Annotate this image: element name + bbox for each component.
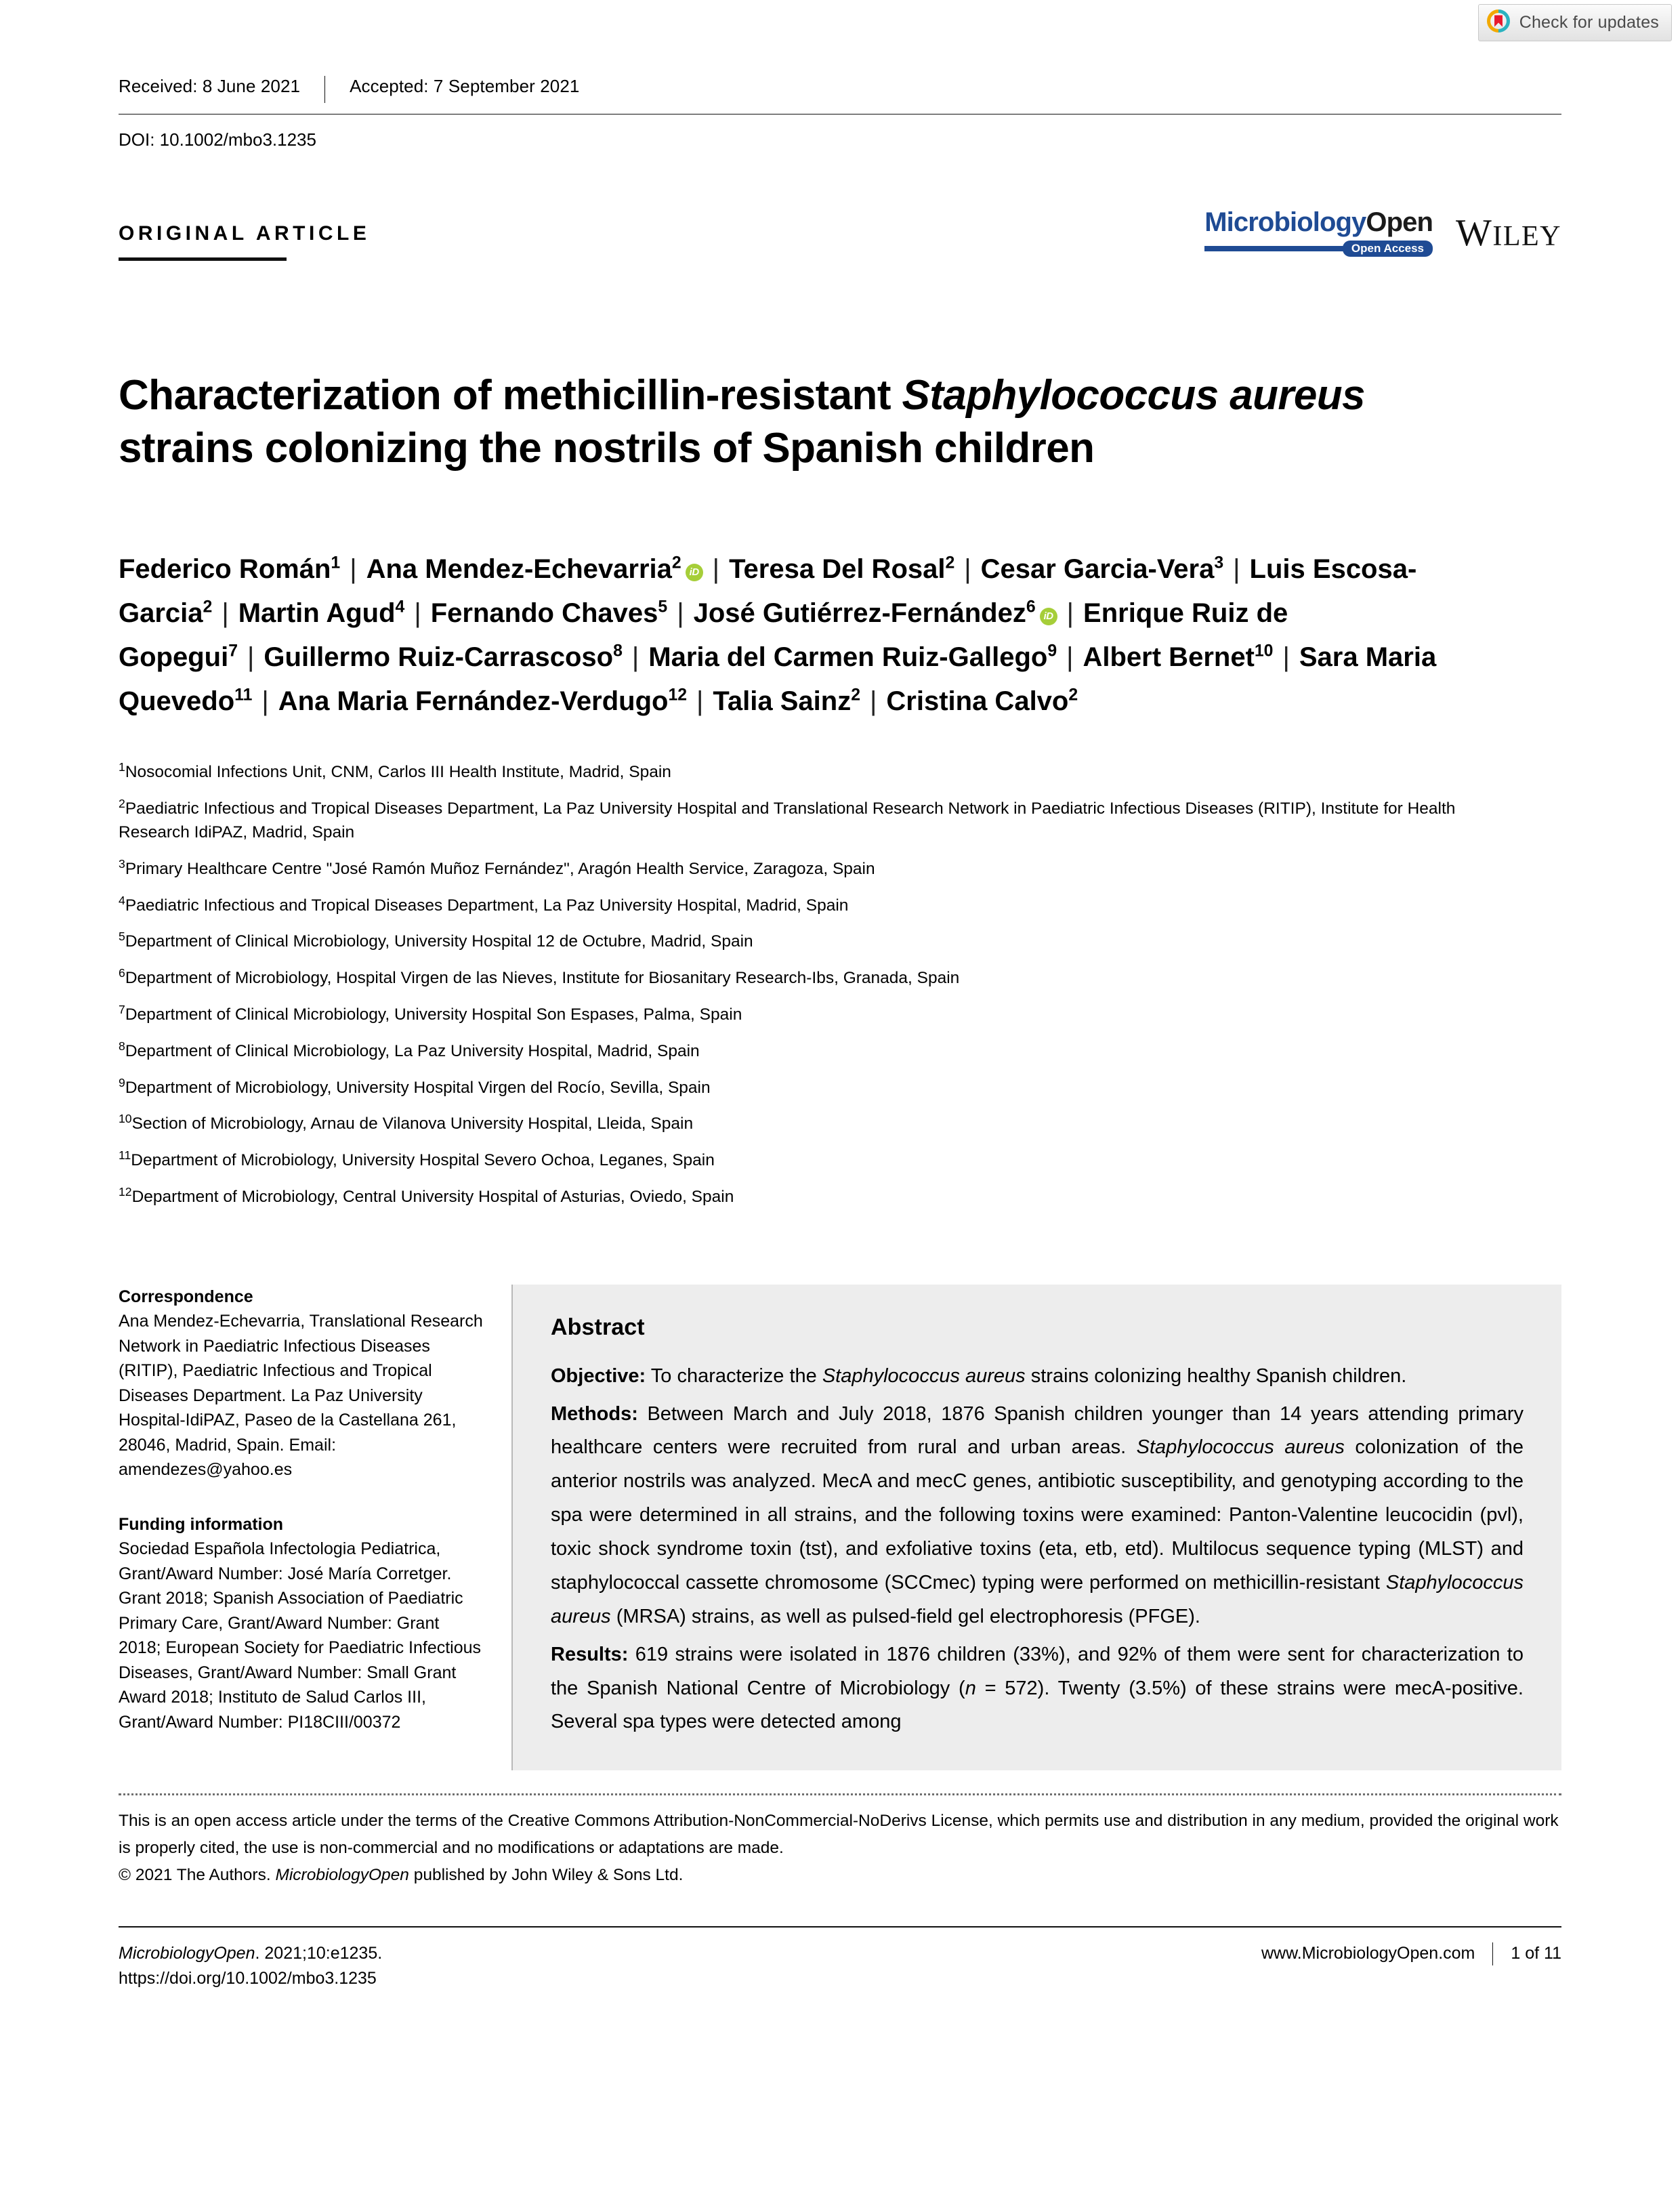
author-affiliation-marker: 2: [671, 554, 681, 572]
copyright-journal: MicrobiologyOpen: [275, 1865, 409, 1884]
affiliation-marker: 1: [119, 760, 125, 774]
affiliation-item: [119, 1186, 1494, 1209]
title-species-name: Staphylococcus aureus: [902, 371, 1365, 419]
affiliation-text: Paediatric Infectious and Tropical Diseases Department, La Paz University Hospital, Madrid, Spain: [125, 896, 849, 915]
author-name: Fernando Chaves: [430, 598, 658, 629]
funding-heading: Funding information: [119, 1514, 284, 1534]
author-name: José Gutiérrez-Fernández: [693, 598, 1026, 629]
author-separator: |: [712, 554, 720, 585]
author-entry: [264, 642, 622, 672]
author-affiliation-marker: 6: [1026, 598, 1036, 617]
affiliation-marker: 8: [119, 1039, 125, 1053]
abstract-results-n: n: [965, 1677, 976, 1699]
abstract-methods-label: Methods:: [551, 1402, 638, 1425]
footer-citation: [119, 1941, 382, 1991]
wiley-logo-rest: ILEY: [1492, 220, 1561, 252]
affiliation-item: [119, 858, 1494, 881]
author-name: Talia Sainz: [713, 686, 852, 716]
author-entry: [366, 554, 703, 584]
author-entry: [648, 642, 1057, 672]
author-affiliation-marker: 5: [658, 598, 668, 617]
author-entry: [713, 686, 860, 716]
abstract-results-text-1: 619 strains were isolated in 1876 children (33%), and 92% of them were sent for characterization to the Spanish National Centre of Microbiology (: [551, 1643, 1524, 1699]
license-text: [119, 1795, 1561, 1888]
submission-dates: [119, 0, 1561, 103]
author-affiliation-marker: 9: [1047, 642, 1057, 661]
affiliation-marker: 5: [119, 930, 125, 944]
footer-meta-divider: [1492, 1942, 1493, 1965]
correspondence-heading: Correspondence: [119, 1287, 253, 1306]
footer-meta: [1261, 1941, 1561, 1966]
affiliation-marker: 6: [119, 966, 125, 980]
accepted-date: Accepted: 7 September 2021: [350, 76, 580, 96]
author-entry: [886, 686, 1078, 716]
author-affiliation-marker: 10: [1254, 642, 1274, 661]
affiliation-marker: 4: [119, 893, 125, 907]
abstract-methods-text-3: (MRSA) strains, as well as pulsed-field gel electrophoresis (PFGE).: [610, 1605, 1200, 1627]
abstract-objective-text-1: To characterize the: [646, 1365, 822, 1387]
affiliation-item: [119, 894, 1494, 918]
author-affiliation-marker: 1: [331, 554, 341, 572]
funding-block: [119, 1512, 484, 1735]
author-name: Sara Maria Quevedo: [119, 642, 1437, 716]
abstract-panel: [513, 1285, 1561, 1771]
affiliation-marker: 12: [119, 1184, 132, 1199]
affiliation-text: Department of Microbiology, University Hospital Severo Ochoa, Leganes, Spain: [131, 1151, 715, 1170]
author-name: Cesar Garcia-Vera: [980, 554, 1215, 585]
author-name: Luis Escosa-Garcia: [119, 554, 1417, 629]
wiley-logo: [1456, 211, 1561, 255]
article-type-label: ORIGINAL ARTICLE: [119, 222, 371, 245]
abstract-methods-text-1: Between March and July 2018, 1876 Spanish children younger than 14 years attending primary healthcare centers were recruited from rural and urban areas.: [551, 1402, 1524, 1459]
affiliation-item: [119, 797, 1494, 845]
author-entry: [238, 598, 405, 628]
logo-group: [1204, 209, 1561, 261]
citation-journal: MicrobiologyOpen: [119, 1944, 255, 1963]
license-statement: This is an open access article under the terms of the Creative Commons Attribution-NonCommercial-NoDerivs License, which permits use and distribution in any medium, provided the original work is properly cited, the use is non-commercial and no modifications or adaptations are made.: [119, 1812, 1559, 1857]
open-access-badge: Open Access: [1343, 241, 1433, 257]
author-affiliation-marker: 12: [668, 686, 688, 705]
author-affiliation-marker: 2: [851, 686, 860, 705]
orcid-icon[interactable]: iD: [1040, 608, 1057, 625]
author-name: Ana Mendez-Echevarria: [366, 554, 672, 585]
affiliation-item: [119, 1112, 1494, 1136]
author-name: Ana Maria Fernández-Verdugo: [278, 686, 669, 716]
author-separator: |: [677, 598, 684, 629]
author-name: Cristina Calvo: [886, 686, 1069, 716]
affiliation-text: Paediatric Infectious and Tropical Diseases Department, La Paz University Hospital and Translational Research Network in Paediatric Infectious Diseases (RITIP), Institute for Health Research IdiPAZ, Madrid, Spain: [119, 799, 1456, 842]
author-name: Enrique Ruiz de Gopegui: [119, 598, 1288, 672]
journal-logo-bar: [1204, 246, 1344, 251]
citation-volume: . 2021;10:e1235.: [255, 1944, 383, 1963]
affiliation-marker: 3: [119, 856, 125, 871]
received-date: Received: 8 June 2021: [119, 76, 301, 96]
citation-doi-link[interactable]: https://doi.org/10.1002/mbo3.1235: [119, 1968, 377, 1988]
orcid-icon[interactable]: iD: [686, 564, 703, 581]
author-separator: |: [1066, 642, 1074, 672]
abstract-results-text-2: = 572). Twenty (3.5%) of these strains were mecA-positive. Several spa types were detected among: [551, 1677, 1524, 1733]
affiliation-marker: 9: [119, 1075, 125, 1089]
author-name: Teresa Del Rosal: [729, 554, 946, 585]
author-separator: |: [1066, 598, 1074, 629]
author-affiliation-marker: 11: [234, 686, 253, 705]
citation-line: [119, 1941, 382, 1966]
abstract-objective: [551, 1360, 1524, 1394]
affiliation-item: [119, 1149, 1494, 1173]
title-part-1: Characterization of methicillin-resistant: [119, 371, 902, 419]
doi-line[interactable]: DOI: 10.1002/mbo3.1235: [119, 129, 316, 150]
page-number: 1 of 11: [1511, 1944, 1561, 1963]
affiliation-item: [119, 1077, 1494, 1100]
affiliation-marker: 2: [119, 797, 125, 811]
abstract-heading: Abstract: [551, 1314, 645, 1340]
affiliation-item: [119, 967, 1494, 991]
author-entry: [119, 554, 340, 584]
author-separator: |: [964, 554, 971, 585]
author-name: Maria del Carmen Ruiz-Gallego: [648, 642, 1048, 672]
author-separator: |: [696, 686, 704, 716]
funding-body: Sociedad Española Infectologia Pediatrica, Grant/Award Number: José María Corretger. Grant 2018; Spanish Association of Paediatric Primary Care, Grant/Award Number: Grant 2018; European Society for Paediatric Infectious Diseases, Grant/Award Number: Small Grant Award 2018; Instituto de Salud Carlos III, Grant/Award Number: PI18CIII/00372: [119, 1539, 482, 1732]
author-separator: |: [1233, 554, 1240, 585]
author-entry: [981, 554, 1223, 584]
correspondence-column: [119, 1285, 511, 1771]
affiliation-text: Department of Clinical Microbiology, University Hospital 12 de Octubre, Madrid, Spain: [125, 932, 753, 951]
check-for-updates-label: Check for updates: [1519, 13, 1659, 32]
author-separator: |: [870, 686, 877, 716]
correspondence-abstract-region: [119, 1222, 1561, 1771]
affiliation-item: [119, 761, 1494, 785]
affiliation-text: Nosocomial Infections Unit, CNM, Carlos III Health Institute, Madrid, Spain: [125, 763, 671, 782]
affiliation-item: [119, 1003, 1494, 1027]
check-for-updates-badge[interactable]: [1478, 4, 1672, 41]
affiliation-list: [119, 723, 1494, 1209]
page-title: [119, 289, 1514, 475]
affiliation-marker: 7: [119, 1002, 125, 1016]
article-type-block: [119, 222, 370, 261]
abstract-objective-species: Staphylococcus aureus: [822, 1365, 1026, 1387]
copyright-post: published by John Wiley & Sons Ltd.: [408, 1865, 684, 1884]
author-list: [119, 503, 1561, 723]
author-name: Federico Román: [119, 554, 331, 585]
copyright-pre: © 2021 The Authors.: [119, 1865, 276, 1884]
author-separator: |: [414, 598, 421, 629]
journal-website-link[interactable]: www.MicrobiologyOpen.com: [1261, 1944, 1475, 1963]
author-affiliation-marker: 2: [203, 598, 213, 617]
journal-logo: [1204, 209, 1433, 257]
author-affiliation-marker: 4: [395, 598, 405, 617]
abstract-results-label: Results:: [551, 1643, 629, 1665]
article-type-underline: [119, 257, 287, 261]
author-name: Guillermo Ruiz-Carrascoso: [264, 642, 614, 672]
affiliation-text: Section of Microbiology, Arnau de Vilanova University Hospital, Lleida, Spain: [131, 1115, 694, 1133]
abstract-methods-text-2: colonization of the anterior nostrils was analyzed. MecA and mecC genes, antibiotic susceptibility, and genotyping according to the spa were determined in all strains, and the following toxins were examined: Panton-Valentine leucocidin (pvl), toxic shock syndrome toxin (tst), and exfoliative toxins (eta, etb, etd). Multilocus sequence typing (MLST) and staphylococcal cassette chromosome (SCCmec) typing were performed on methicillin-resistant: [551, 1436, 1524, 1593]
abstract-methods: [551, 1398, 1524, 1634]
author-affiliation-marker: 8: [613, 642, 623, 661]
affiliation-text: Department of Microbiology, Hospital Virgen de las Nieves, Institute for Biosanitary Research-Ibs, Granada, Spain: [125, 969, 960, 988]
title-part-2: strains colonizing the nostrils of Spanish children: [119, 424, 1095, 472]
abstract-methods-species-2: Staphylococcus aureus: [551, 1571, 1524, 1627]
author-affiliation-marker: 2: [945, 554, 955, 572]
affiliation-text: Department of Microbiology, University Hospital Virgen del Rocío, Sevilla, Spain: [125, 1078, 711, 1097]
affiliation-text: Department of Microbiology, Central University Hospital of Asturias, Oviedo, Spain: [131, 1187, 734, 1206]
author-entry: [431, 598, 667, 628]
affiliation-item: [119, 1040, 1494, 1064]
crossmark-icon: [1487, 9, 1510, 36]
affiliation-marker: 11: [119, 1148, 131, 1162]
journal-name-secondary: Open: [1366, 207, 1433, 237]
abstract-methods-species-1: Staphylococcus aureus: [1136, 1436, 1345, 1459]
author-separator: |: [350, 554, 357, 585]
author-affiliation-marker: 3: [1214, 554, 1224, 572]
author-affiliation-marker: 7: [228, 642, 238, 661]
correspondence-body: Ana Mendez-Echevarria, Translational Research Network in Paediatric Infectious Diseases (RITIP), Paediatric Infectious and Tropical Diseases Department. La Paz University Hospital-IdiPAZ, Paseo de la Castellana 261, 28046, Madrid, Spain. Email: amendezes@yahoo.es: [119, 1312, 483, 1480]
copyright-line: [119, 1862, 1561, 1889]
author-name: Albert Bernet: [1083, 642, 1255, 672]
author-separator: |: [247, 642, 255, 672]
abstract-objective-text-2: strains colonizing healthy Spanish children.: [1025, 1365, 1407, 1387]
affiliation-marker: 10: [119, 1112, 132, 1126]
journal-wordmark: [1204, 209, 1433, 236]
author-affiliation-marker: 2: [1068, 686, 1078, 705]
affiliation-item: [119, 930, 1494, 954]
author-separator: |: [631, 642, 639, 672]
affiliation-text: Department of Clinical Microbiology, La Paz University Hospital, Madrid, Spain: [125, 1041, 700, 1060]
journal-logo-bar-row: [1204, 241, 1433, 257]
abstract-objective-label: Objective:: [551, 1365, 646, 1387]
author-entry: [1083, 642, 1274, 672]
author-separator: |: [1282, 642, 1290, 672]
author-separator: |: [261, 686, 269, 716]
journal-name-primary: Microbiology: [1204, 207, 1366, 237]
affiliation-text: Department of Clinical Microbiology, University Hospital Son Espases, Palma, Spain: [125, 1005, 742, 1024]
author-entry: [729, 554, 954, 584]
author-name: Martin Agud: [238, 598, 396, 629]
affiliation-text: Primary Healthcare Centre "José Ramón Muñoz Fernández", Aragón Health Service, Zaragoza, Spain: [125, 859, 875, 878]
page-footer: [119, 1928, 1561, 1991]
article-type-band: [119, 150, 1561, 261]
author-separator: |: [222, 598, 229, 629]
correspondence-block: [119, 1285, 484, 1482]
wiley-logo-initial: W: [1456, 211, 1493, 254]
author-entry: [278, 686, 687, 716]
author-entry: [694, 598, 1057, 628]
abstract-results: [551, 1638, 1524, 1740]
